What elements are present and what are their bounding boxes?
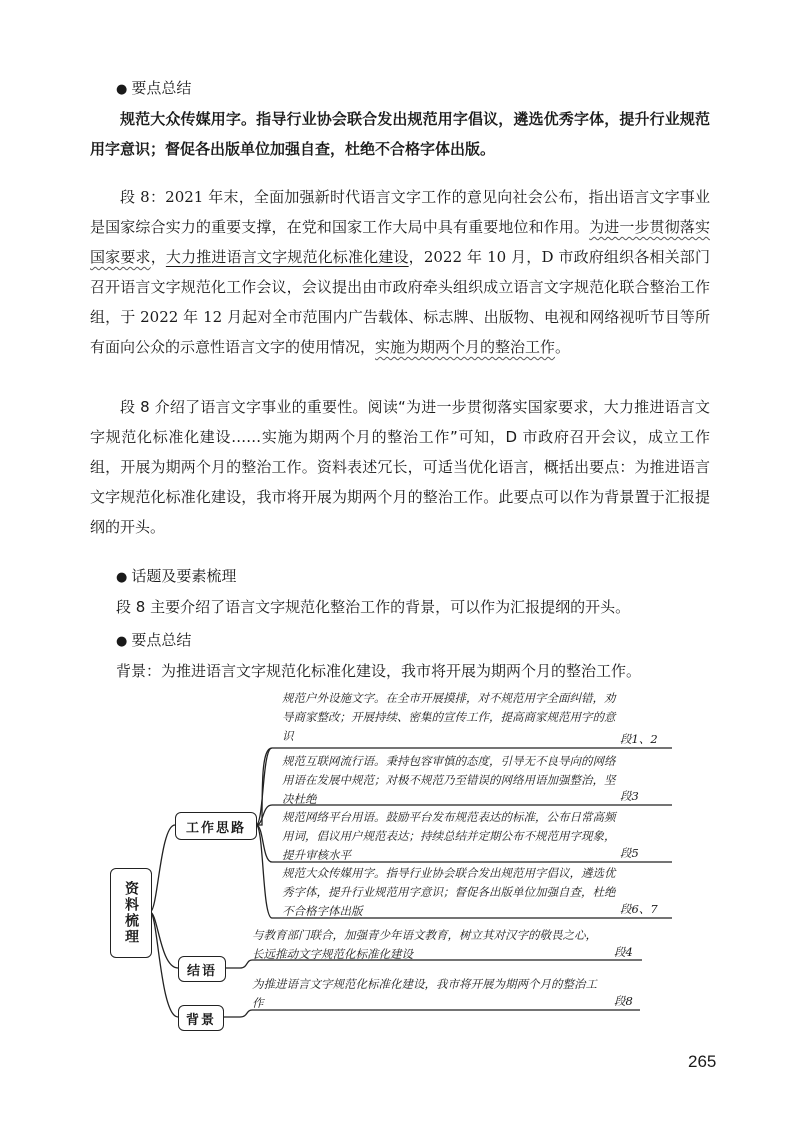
- key-point-summary: 背景：为推进语言文字规范化标准化建设，我市将开展为期两个月的整治工作。: [116, 662, 642, 680]
- analysis-paragraph: 段 8 介绍了语言文字事业的重要性。阅读“为进一步贯彻落实国家要求，大力推进语言文字规范化标准化建设……实施为期两个月的整治工作”可知，D 市政府召开会议，成立工作组，开展为期两个月的整治工作。资料表述冗长，可适当优化语言，概括出要点：为推进语言文字规范化标准化建设，我市将开展为期两个月的整治工作。此要点可以作为背景置于汇报提纲的开头。: [90, 398, 710, 536]
- mindmap-leaf-source: 段3: [620, 789, 639, 803]
- mindmap-root: 资料梳理: [110, 868, 152, 958]
- mindmap-branch-background: 背景: [178, 1005, 224, 1031]
- bullet-icon: ●: [116, 570, 128, 585]
- connector-work-spine: [256, 748, 272, 825]
- mindmap-leaf-source: 段6、7: [620, 902, 658, 916]
- mindmap-leaf: 规范户外设施文字。在全市开展摸排，对不规范用字全面纠错，劝导商家整改；开展持续、密集的宣传工作，提高商家规范用字的意识: [282, 691, 616, 743]
- topic-summary: 段 8 主要介绍了语言文字规范化整治工作的背景，可以作为汇报提纲的开头。: [116, 598, 631, 616]
- mindmap-leaf-source: 段5: [620, 846, 639, 860]
- mindmap-leaf-source: 段4: [614, 945, 633, 959]
- mindmap-branch-conclusion: 结语: [178, 956, 226, 982]
- summary-paragraph: 规范大众传媒用字。指导行业协会联合发出规范用字倡议，遴选优秀字体，提升行业规范用字意识；督促各出版单位加强自查，杜绝不合格字体出版。: [90, 110, 710, 158]
- mindmap-leaf: 规范互联网流行语。秉持包容审慎的态度，引导无不良导向的网络用语在发展中规范；对极不规范乃至错误的网络用语加强整治，坚决杜绝: [282, 754, 616, 806]
- section-heading: ● 话题及要素梳理: [116, 566, 236, 588]
- section-heading: ● 要点总结: [116, 78, 191, 100]
- mindmap-branch-work: 工作思路: [175, 812, 257, 840]
- connector-root-conclusion: [150, 912, 178, 968]
- mindmap-conclusion-leaf: 与教育部门联合，加强青少年语文教育，树立其对汉字的敬畏之心，长远推动文字规范化标准化建设: [252, 928, 597, 961]
- bullet-icon: ●: [116, 82, 128, 97]
- mindmap-leaf-source: 段8: [614, 994, 633, 1008]
- bullet-icon: ●: [116, 634, 128, 649]
- mindmap-leaf: 规范大众传媒用字。指导行业协会联合发出规范用字倡议，遴选优秀字体，提升行业规范用字意识；督促各出版单位加强自查，杜绝不合格字体出版: [282, 866, 616, 918]
- page-number: 265: [688, 1052, 717, 1071]
- mindmap-leaf: 规范网络平台用语。鼓励平台发布规范表达的标准，公布日常高频用词，倡议用户规范表达；持续总结并定期公布不规范用字现象，提升审核水平: [282, 810, 616, 862]
- connector-root-background: [150, 912, 178, 1017]
- mindmap-leaf-source: 段1、2: [620, 732, 658, 746]
- connector-root-work: [150, 825, 175, 912]
- section-heading: ● 要点总结: [116, 630, 191, 652]
- mindmap-background-leaf: 为推进语言文字规范化标准化建设，我市将开展为期两个月的整治工作: [252, 977, 597, 1010]
- source-paragraph-8: 段 8：2021 年末，全面加强新时代语言文字工作的意见向社会公布，指出语言文字事业是国家综合实力的重要支撑，在党和国家工作大局中具有重要地位和作用。为进一步贯彻落实国家要求，大力推进语言文字规范化标准化建设，2022 年 10 月，D 市政府组织各相关部门召开语言文字规范化工作会议，会议提出由市政府牵头组织成立语言文字规范化联合整治工作组，于 2022 年 12 月起对全市范围内广告载体、标志牌、出版物、电视和网络视听节目等所有面向公众的示意性语言文字的使用情况，实施为期两个月的整治工作。: [90, 188, 710, 356]
